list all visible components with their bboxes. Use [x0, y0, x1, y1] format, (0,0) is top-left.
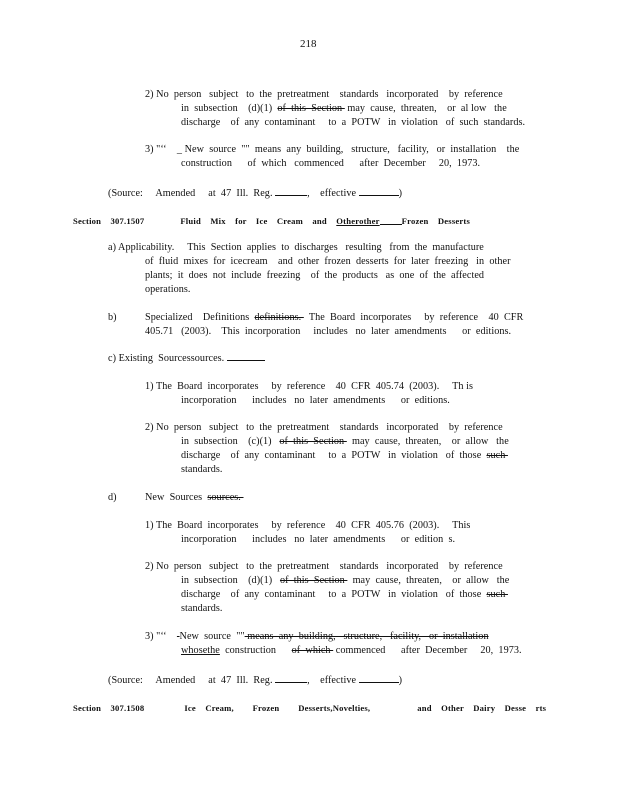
pretreatment-item-line-1: 2) No person subject to the pretreatment standards incorporated by reference [145, 89, 503, 100]
new-source-definition-line-2: construction of which commenced after December 20, 1973. [181, 158, 481, 169]
struck-text: such [486, 589, 508, 600]
new-item-1-line-1: 1) The Board incorporates by reference 40 CFR 405.76 (2003). This [145, 520, 471, 531]
source-note-2: (Source: Amended at 47 Ill. Reg. , effective ) [108, 675, 403, 686]
new-item-2-line-1: 2) No person subject to the pretreatment standards incorporated by reference [145, 561, 503, 572]
existing-item-2-line-4: standards. [181, 464, 223, 475]
pretreatment-item-line-2: in subsection (d)(1) of this Section may cause, threaten, or al low the [181, 103, 507, 114]
struck-text: definitions. [254, 312, 304, 323]
effective-blank [359, 186, 399, 196]
pretreatment-item-line-3: discharge of any contaminant to a POTW in violation of such standards. [181, 117, 526, 128]
new-item-2-line-3: discharge of any contaminant to a POTW in violation of those such [181, 589, 508, 600]
underlined-text: whosethe [181, 645, 220, 656]
new-sources-letter: d) [108, 492, 117, 503]
struck-text: sources. [207, 492, 244, 503]
specialized-letter: b) [108, 312, 117, 323]
page-number: 218 [300, 38, 317, 50]
existing-item-2-line-2: in subsection (c)(1) of this Section may cause, threaten, or allow the [181, 436, 509, 447]
new-item-2-line-4: standards. [181, 603, 223, 614]
source-note: (Source: Amended at 47 Ill. Reg. , effective ) [108, 188, 403, 199]
existing-item-2-line-3: discharge of any contaminant to a POTW in violation of those such [181, 450, 508, 461]
section-heading-307-1507: Section 307.1507 Fluid Mix for Ice Cream and Otherother Frozen Desserts [73, 216, 471, 226]
new-item-1-line-2: incorporation includes no later amendments or edition s. [181, 534, 456, 545]
existing-item-2-line-1: 2) No person subject to the pretreatment standards incorporated by reference [145, 422, 503, 433]
section-heading-307-1508: Section 307.1508 Ice Cream, Frozen Desserts,Novelties, and Other Dairy Desse rts [73, 703, 547, 713]
struck-text: of this Section [279, 436, 347, 447]
existing-item-1-line-2: incorporation includes no later amendments or editions. [181, 395, 450, 406]
specialized-definitions-line-1: Specialized Definitions definitions. The Board incorporates by reference 40 CFR [145, 312, 524, 323]
new-item-3-line-1: 3) "‘‘ New source "" means any building, structure, facility, or installation [145, 631, 489, 642]
struck-text: of this Section [279, 575, 348, 586]
reg-blank [275, 186, 307, 196]
new-source-definition-line-1: 3) "‘‘ _ New source "" means any building, structure, facility, or installation the [145, 144, 520, 155]
applicability-line-2: of fluid mixes for icecream and other frozen desserts for later freezing in other [145, 256, 511, 267]
new-item-2-line-2: in subsection (d)(1) of this Section may cause, threaten, or allow the [181, 575, 510, 586]
applicability-line-4: operations. [145, 284, 191, 295]
effective-blank [359, 673, 399, 683]
reg-blank [275, 673, 307, 683]
existing-item-1-line-1: 1) The Board incorporates by reference 40 CFR 405.74 (2003). Th is [145, 381, 474, 392]
applicability-line-1: a) Applicability. This Section applies to discharges resulting from the manufacture [108, 242, 484, 253]
new-item-3-line-2: whosethe construction of which commenced after December 20, 1973. [181, 645, 522, 656]
specialized-definitions-line-2: 405.71 (2003). This incorporation includes no later amendments or editions. [145, 326, 512, 337]
applicability-line-3: plants; it does not include freezing of the products as one of the affected [145, 270, 485, 281]
struck-text: of which [291, 645, 334, 656]
struck-text: of this Section [277, 103, 345, 114]
struck-text: such [486, 450, 508, 461]
new-sources-heading: New Sources sources. [145, 492, 244, 503]
existing-sources-heading: c) Existing Sourcessources. [108, 353, 265, 365]
